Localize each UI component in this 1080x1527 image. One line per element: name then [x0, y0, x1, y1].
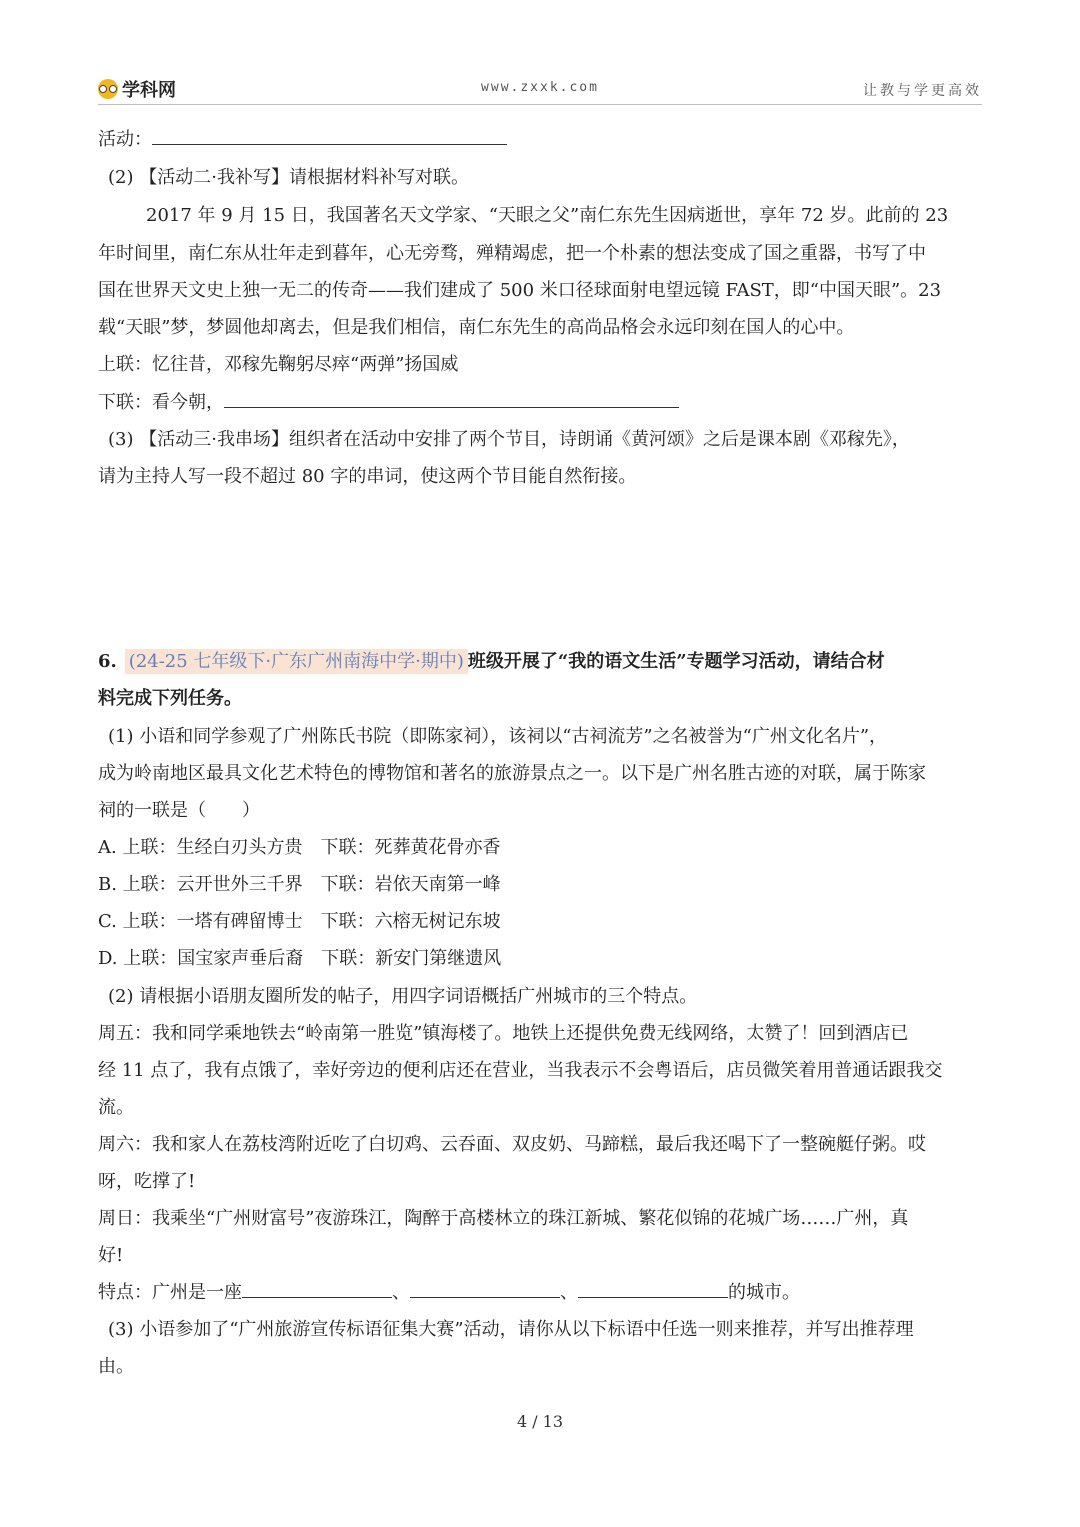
- lower-couplet-label: 下联：看今朝，: [98, 392, 224, 413]
- question-6-heading: [98, 650, 982, 674]
- material-paragraph-line: 2017 年 9 月 15 日，我国著名天文学家、“天眼之父”南仁东先生因病逝世，享年 72 岁。此前的 23: [146, 205, 949, 226]
- upper-couplet: 上联：忆往昔，邓稼先鞠躬尽瘁“两弹”扬国威: [98, 354, 459, 375]
- post-friday-cont: 经 11 点了，我有点饿了，幸好旁边的便利店还在营业，当我表示不会粤语后，店员微笑着用普通话跟我交: [98, 1060, 943, 1081]
- post-sunday: 周日：我乘坐“广州财富号”夜游珠江，陶醉于高楼林立的珠江新城、繁花似锦的花城广场……广州，真: [98, 1208, 909, 1229]
- feature-blank-3[interactable]: [578, 1285, 728, 1298]
- sub-question-1-cont: 成为岭南地区最具文化艺术特色的博物馆和著名的旅游景点之一。以下是广州名胜古迹的对联，属于陈家: [98, 763, 926, 784]
- sub-question-2: (2) 请根据小语朋友圈所发的帖子，用四字词语概括广州城市的三个特点。: [108, 986, 698, 1007]
- logo[interactable]: [98, 76, 176, 102]
- post-friday: 周五：我和同学乘地铁去“岭南第一胜览”镇海楼了。地铁上还提供免费无线网络，太赞了！回到酒店已: [98, 1023, 909, 1044]
- option-a[interactable]: A. 上联：生经白刃头方贵 下联：死葬黄花骨亦香: [98, 837, 501, 858]
- material-paragraph-line: 国在世界天文史上独一无二的传奇——我们建成了 500 米口径球面射电望远镜 FAST，即“中国天眼”。23: [98, 280, 942, 301]
- question-source-tag[interactable]: (24-25 七年级下·广东广州南海中学·期中): [125, 649, 468, 674]
- post-friday-cont: 流。: [98, 1097, 134, 1118]
- activity-label: 活动：: [98, 129, 152, 150]
- question-6-text-cont: 料完成下列任务。: [98, 688, 242, 709]
- sub-question-1: (1) 小语和同学参观了广州陈氏书院（即陈家祠），该祠以“古祠流芳”之名被誉为“广州文化名片”，: [108, 726, 888, 747]
- material-paragraph-line: 年时间里，南仁东从壮年走到暮年，心无旁骛，殚精竭虑，把一个朴素的想法变成了国之重器，书写了中: [98, 243, 926, 264]
- question-6-text: 班级开展了“我的语文生活”专题学习活动，请结合材: [467, 651, 885, 672]
- activity-answer-line: [98, 128, 982, 152]
- post-sunday-cont: 好!: [98, 1245, 124, 1266]
- post-saturday-cont: 呀，吃撑了!: [98, 1171, 196, 1192]
- sub-question-3: (3) 小语参加了“广州旅游宣传标语征集大赛”活动，请你从以下标语中任选一则来推荐，并写出推荐理: [108, 1319, 914, 1340]
- option-c[interactable]: C. 上联：一塔有碑留博士 下联：六榕无树记东坡: [98, 911, 501, 932]
- feature-blank-2[interactable]: [410, 1285, 560, 1298]
- lower-couplet-blank[interactable]: [224, 395, 679, 408]
- activity-blank[interactable]: [152, 132, 507, 145]
- page-number: 4 / 13: [516, 1412, 564, 1431]
- separator: 、: [560, 1282, 578, 1303]
- question-number: 6.: [98, 651, 117, 672]
- option-d[interactable]: D. 上联：国宝家声垂后裔 下联：新安门第继遗风: [98, 948, 502, 969]
- question-3-prompt-cont: 请为主持人写一段不超过 80 字的串词，使这两个节目能自然衔接。: [98, 466, 637, 487]
- features-answer-line: [98, 1281, 982, 1305]
- site-url[interactable]: www.zxxk.com: [481, 80, 599, 95]
- feature-blank-1[interactable]: [242, 1285, 392, 1298]
- option-b[interactable]: B. 上联：云开世外三千界 下联：岩依天南第一峰: [98, 874, 501, 895]
- question-3-prompt: (3) 【活动三·我串场】组织者在活动中安排了两个节目，诗朗诵《黄河颂》之后是课本剧《邓稼先》，: [108, 429, 910, 450]
- question-2-prompt: (2) 【活动二·我补写】请根据材料补写对联。: [108, 167, 469, 188]
- separator: 、: [392, 1282, 410, 1303]
- page-header: [98, 72, 982, 105]
- owl-logo-icon: [98, 79, 118, 99]
- features-suffix: 的城市。: [728, 1282, 800, 1303]
- features-label: 特点：广州是一座: [98, 1282, 242, 1303]
- logo-text: 学科网: [122, 80, 176, 101]
- material-paragraph-line: 载“天眼”梦，梦圆他却离去，但是我们相信，南仁东先生的高尚品格会永远印刻在国人的心中。: [98, 317, 855, 338]
- sub-question-1-cont: 祠的一联是（ ）: [98, 800, 260, 821]
- slogan: 让教与学更高效: [863, 83, 982, 99]
- post-saturday: 周六：我和家人在荔枝湾附近吃了白切鸡、云吞面、双皮奶、马蹄糕，最后我还喝下了一整碗艇仔粥。哎: [98, 1134, 926, 1155]
- lower-couplet: [98, 391, 982, 415]
- sub-question-3-cont: 由。: [98, 1356, 134, 1377]
